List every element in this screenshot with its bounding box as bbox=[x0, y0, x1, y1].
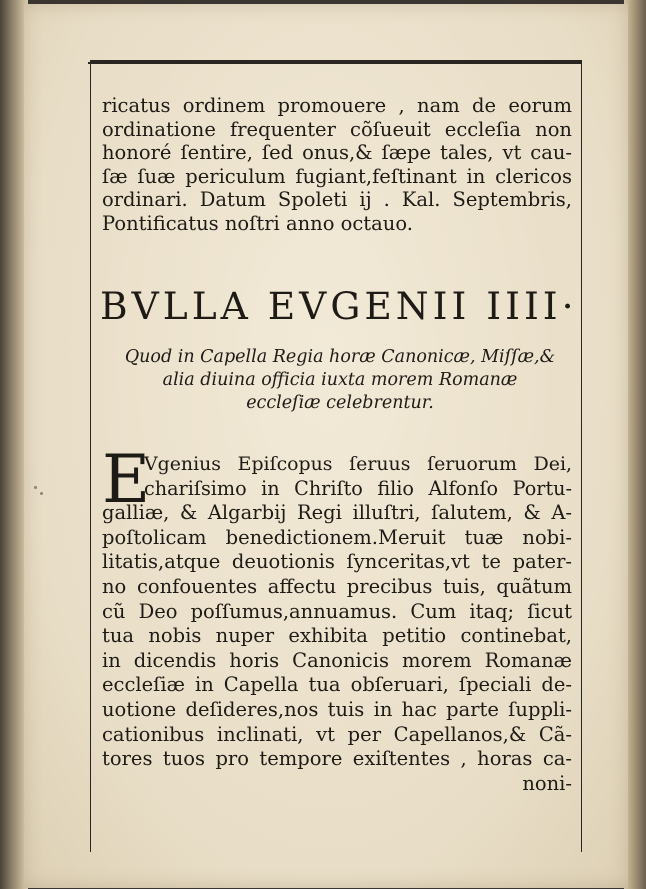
text-line: honoré ſentire, ſed onus,& ſæpe tales, vt cau- bbox=[102, 141, 572, 165]
text-line: uotione deſideres,nos tuis in hac parte ſuppli- bbox=[102, 697, 572, 721]
subtitle-line: alia diuina officia iuxta morem Romanæ bbox=[162, 370, 518, 390]
text-line: no confouentes affectu precibus tuis, quãtum bbox=[102, 574, 572, 598]
subtitle-line: Quod in Capella Regia horæ Canonicæ, Miſſæ,& bbox=[124, 347, 556, 367]
catchword: noni- bbox=[522, 771, 572, 795]
bull-heading: BVLLA EVGENII IIII· bbox=[100, 284, 578, 328]
paper-fleck bbox=[40, 492, 43, 495]
text-line: in dicendis horis Canonicis morem Romanæ bbox=[102, 648, 572, 672]
bull-subtitle bbox=[110, 346, 570, 415]
text-line: tores tuos pro tempore exiſtentes , horas ca- bbox=[102, 747, 572, 771]
text-line: ordinari. Datum Spoleti ij . Kal. Septembris, bbox=[102, 188, 572, 212]
text-line: galliæ, & Algarbij Regi illuſtri, ſalutem, & A- bbox=[102, 501, 572, 525]
bull-body bbox=[102, 441, 572, 796]
drop-cap: E bbox=[102, 441, 151, 518]
text-line: Vgenius Epiſcopus ſeruus ſeruorum Dei, bbox=[144, 453, 572, 475]
text-line: ordinatione frequenter cõſueuit eccleſia non bbox=[102, 117, 572, 141]
subtitle-line: eccleſiæ celebrentur. bbox=[246, 393, 434, 413]
text-line: cũ Deo poſſumus,annuamus. Cum itaq; ſicut bbox=[102, 599, 572, 623]
text-line: litatis,atque deuotionis ſynceritas,vt te pater- bbox=[102, 550, 572, 574]
text-line: chariſsimo in Chriſto filio Alfonſo Portu- bbox=[144, 476, 572, 500]
text-line: ſæ ſuæ periculum fugiant,feſtinant in clericos bbox=[102, 164, 572, 188]
opening-paragraph bbox=[102, 94, 572, 236]
text-line: cationibus inclinati, vt per Capellanos,& Cã- bbox=[102, 722, 572, 746]
text-line: ricatus ordinem promouere , nam de eorum bbox=[102, 94, 572, 117]
paper-fleck bbox=[34, 486, 37, 489]
text-line: Pontificatus noſtri anno octauo. bbox=[102, 211, 413, 235]
text-line: poſtolicam benedictionem.Meruit tuæ nobi- bbox=[102, 525, 572, 549]
text-line: eccleſiæ in Capella tua obſeruari, ſpeciali de- bbox=[102, 673, 572, 697]
text-line: tua nobis nuper exhibita petitio continebat, bbox=[102, 624, 572, 648]
